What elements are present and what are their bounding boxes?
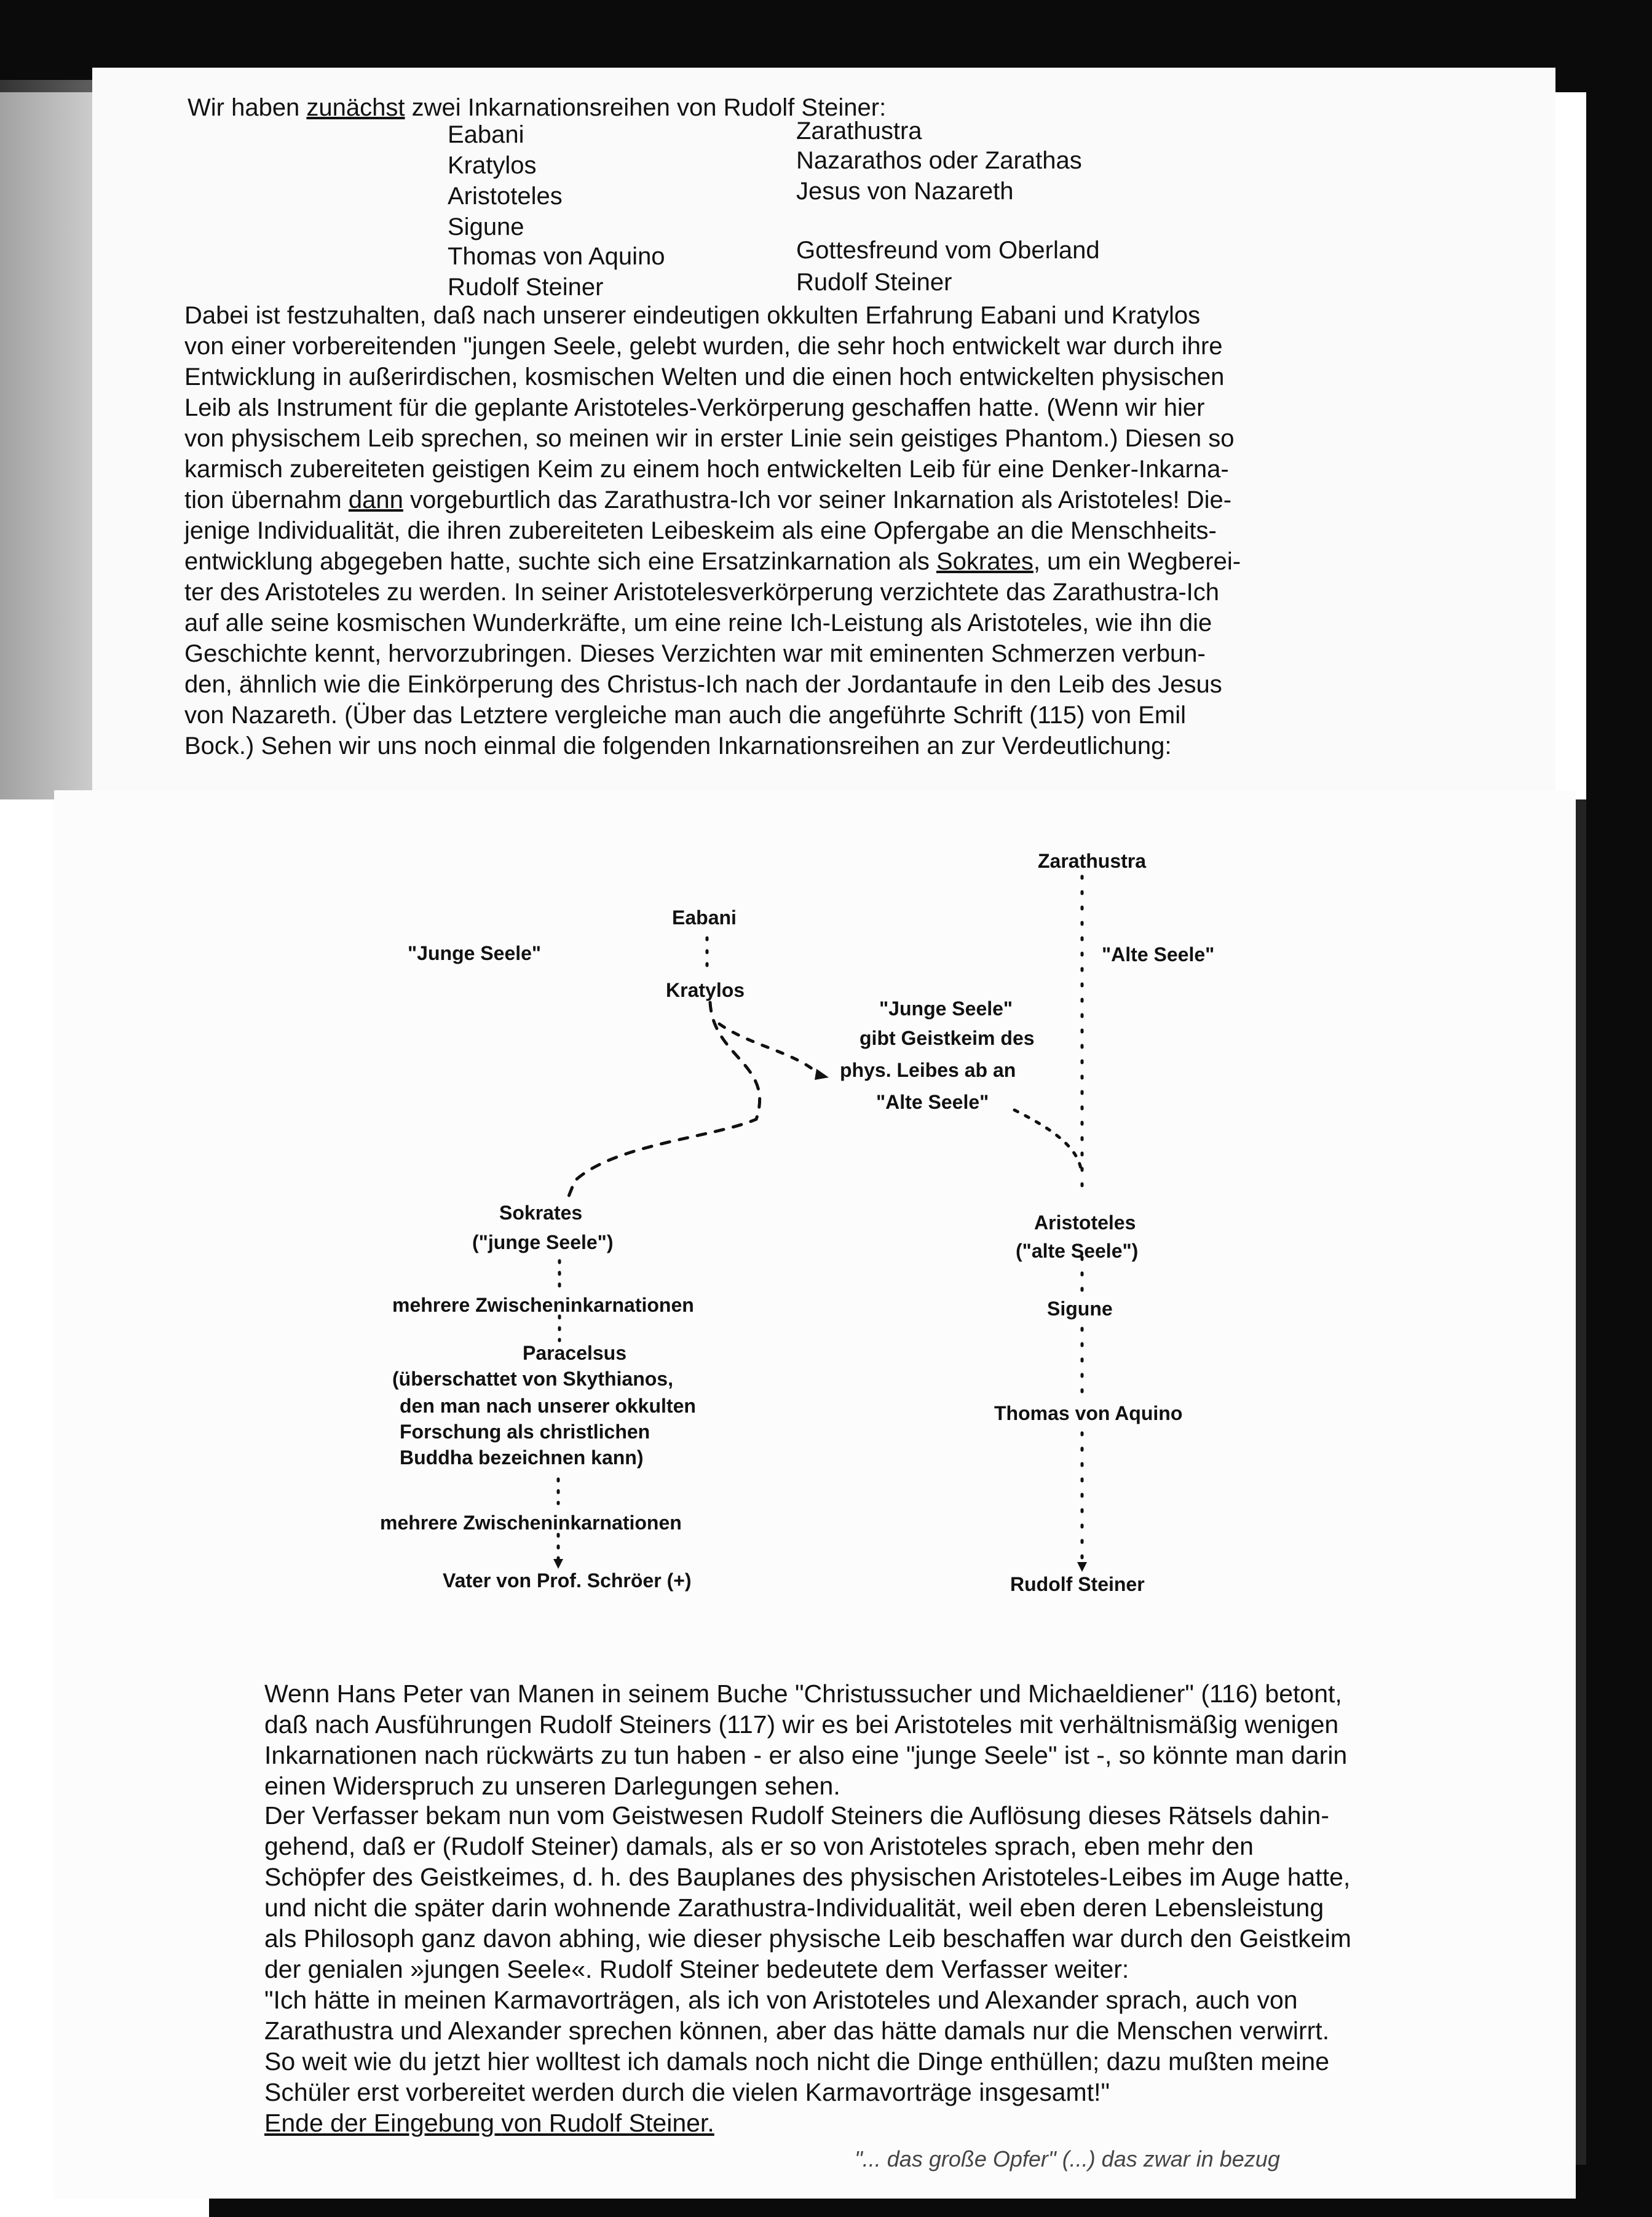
paragraph-line: Dabei ist festzuhalten, daß nach unserer eindeutigen okkulten Erfahrung Eabani und Kratylos [184, 302, 1201, 329]
paracelsus-note: (überschattet von Skythianos, [392, 1368, 673, 1390]
transfer-note-line: phys. Leibes ab an [840, 1059, 1016, 1081]
line-note-aristoteles [1014, 1110, 1081, 1168]
paragraph-line: Inkarnationen nach rückwärts zu tun haben - er also eine "junge Seele" ist -, so könnte man darin [264, 1741, 1348, 1769]
node-kratylos: Kratylos [666, 979, 745, 1001]
arrow-rudolf [1077, 1562, 1087, 1572]
paragraph-line: Geschichte kennt, hervorzubringen. Dieses Verzichten war mit eminenten Schmerzen verbun- [184, 640, 1206, 667]
paragraph-line: gehend, daß er (Rudolf Steiner) damals, als er so von Aristoteles sprach, eben mehr den [264, 1832, 1254, 1860]
paragraph-line: ter des Aristoteles zu werden. In seiner Aristotelesverkörperung verzichtete das Zarathustra-Ich [184, 579, 1220, 606]
node-eabani: Eabani [672, 906, 737, 929]
paragraph-line: Wenn Hans Peter van Manen in seinem Buche "Christussucher und Michaeldiener" (116) betont, [264, 1680, 1342, 1708]
paracelsus-note: Forschung als christlichen [400, 1421, 650, 1443]
paragraph-line: als Philosoph ganz davon abhing, wie dieser physische Leib beschaffen war durch den Geistkeim [264, 1924, 1351, 1953]
paragraph-line: Zarathustra und Alexander sprechen können, aber das hätte damals nur die Menschen verwirrt. [264, 2017, 1330, 2045]
paracelsus-note: den man nach unserer okkulten [400, 1395, 696, 1417]
paragraph-line: Schüler erst vorbereitet werden durch die vielen Karmavorträge insgesamt!" [264, 2078, 1110, 2106]
arrow-vater [553, 1559, 563, 1569]
paragraph-line: Leib als Instrument für die geplante Aristoteles-Verkörperung geschaffen hatte. (Wenn wir hier [184, 394, 1205, 421]
paracelsus-note: Buddha bezeichnen kann) [400, 1446, 644, 1469]
transfer-note-line: "Junge Seele" [879, 997, 1013, 1020]
series-right-item: Gottesfreund vom Oberland [796, 237, 1100, 264]
node-zwischen-2: mehrere Zwischeninkarnationen [380, 1512, 682, 1534]
paragraph-line: Entwicklung in außerirdischen, kosmischen Welten und die einen hoch entwickelten physischen [184, 363, 1225, 391]
sokrates-note: ("junge Seele") [472, 1231, 614, 1253]
paragraph-line: tion übernahm dann vorgeburtlich das Zarathustra-Ich vor seiner Inkarnation als Aristoteles! Die- [184, 486, 1232, 514]
paragraph-line: von physischem Leib sprechen, so meinen wir in erster Linie sein geistiges Phantom.) Diesen so [184, 425, 1235, 452]
label-junge-seele: "Junge Seele" [408, 942, 542, 964]
arrow-note [815, 1069, 829, 1080]
paragraph-line: Bock.) Sehen wir uns noch einmal die folgenden Inkarnationsreihen an zur Verdeutlichung: [184, 732, 1172, 759]
aristoteles-note: ("alte Seele") [1016, 1240, 1139, 1262]
series-right-item: Zarathustra [796, 117, 922, 145]
line-kratylos-sokrates [569, 1002, 760, 1196]
series-right-item: Jesus von Nazareth [796, 178, 1014, 205]
series-left-item: Eabani [448, 121, 524, 148]
paragraph-line-last: Ende der Eingebung von Rudolf Steiner. [264, 2109, 714, 2137]
paragraph-line: So weit wie du jetzt hier wolltest ich damals noch nicht die Dinge enthüllen; dazu mußten meine [264, 2047, 1330, 2076]
node-zarathustra: Zarathustra [1038, 850, 1147, 872]
paragraph-line: von einer vorbereitenden "jungen Seele, gelebt wurden, die sehr hoch entwickelt war durch ihre [184, 333, 1223, 360]
series-left-item: Sigune [448, 213, 524, 240]
paragraph-line: Schöpfer des Geistkeimes, d. h. des Bauplanes des physischen Aristoteles-Leibes im Auge hatte, [264, 1863, 1351, 1891]
series-left-item: Kratylos [448, 152, 537, 179]
series-left-item: Aristoteles [448, 183, 563, 210]
series-right-item: Nazarathos oder Zarathas [796, 147, 1082, 174]
paragraph-line: jenige Individualität, die ihren zubereiteten Leibeskeim als eine Opfergabe an die Menschheits- [184, 517, 1217, 544]
paragraph-line: den, ähnlich wie die Einkörperung des Christus-Ich nach der Jordantaufe in den Leib des Jesus [184, 671, 1222, 698]
intro-line: Wir haben zunächst zwei Inkarnationsreihen von Rudolf Steiner: [188, 94, 887, 121]
node-aristoteles: Aristoteles [1034, 1212, 1136, 1234]
transfer-note-line: gibt Geistkeim des [860, 1027, 1035, 1049]
line-kratylos-note [719, 1024, 818, 1073]
paragraph-line: Der Verfasser bekam nun vom Geistwesen Rudolf Steiners die Auflösung dieses Rätsels dahin- [264, 1801, 1330, 1830]
paragraph-line: der genialen »jungen Seele«. Rudolf Steiner bedeutete dem Verfasser weiter: [264, 1955, 1129, 1983]
node-vater: Vater von Prof. Schröer (+) [443, 1569, 692, 1592]
paragraph-line: von Nazareth. (Über das Letztere vergleiche man auch die angeführte Schrift (115) von Emil [184, 702, 1186, 729]
series-left-item: Rudolf Steiner [448, 274, 604, 301]
paragraph-line: karmisch zubereiteten geistigen Keim zu einem hoch entwickelten Leib für eine Denker-Inkarna- [184, 456, 1229, 483]
node-sigune: Sigune [1047, 1298, 1113, 1320]
series-right-item: Rudolf Steiner [796, 269, 952, 296]
node-zwischen-1: mehrere Zwischeninkarnationen [392, 1294, 694, 1316]
transfer-note-line: "Alte Seele" [876, 1091, 989, 1113]
paragraph-line: daß nach Ausführungen Rudolf Steiners (117) wir es bei Aristoteles mit verhältnismäßig wenigen [264, 1710, 1339, 1739]
paragraph-line: einen Widerspruch zu unseren Darlegungen sehen. [264, 1772, 840, 1800]
node-rudolf-steiner: Rudolf Steiner [1010, 1573, 1145, 1595]
node-thomas: Thomas von Aquino [994, 1402, 1183, 1424]
label-alte-seele: "Alte Seele" [1102, 943, 1215, 966]
paragraph-line: entwicklung abgegeben hatte, suchte sich eine Ersatzinkarnation als Sokrates, um ein Wegberei- [184, 548, 1241, 575]
series-left-item: Thomas von Aquino [448, 243, 665, 270]
paragraph-line: "Ich hätte in meinen Karmavorträgen, als ich von Aristoteles und Alexander sprach, auch von [264, 1986, 1298, 2014]
paragraph-line: und nicht die später darin wohnende Zarathustra-Individualität, weil eben deren Lebensleistung [264, 1894, 1324, 1922]
cutoff-fragment: "... das große Opfer" (...) das zwar in bezug [855, 2146, 1280, 2171]
node-sokrates: Sokrates [499, 1202, 583, 1224]
paragraph-line: auf alle seine kosmischen Wunderkräfte, um eine reine Ich-Leistung als Aristoteles, wie ihn die [184, 609, 1212, 637]
node-paracelsus: Paracelsus [523, 1342, 627, 1364]
